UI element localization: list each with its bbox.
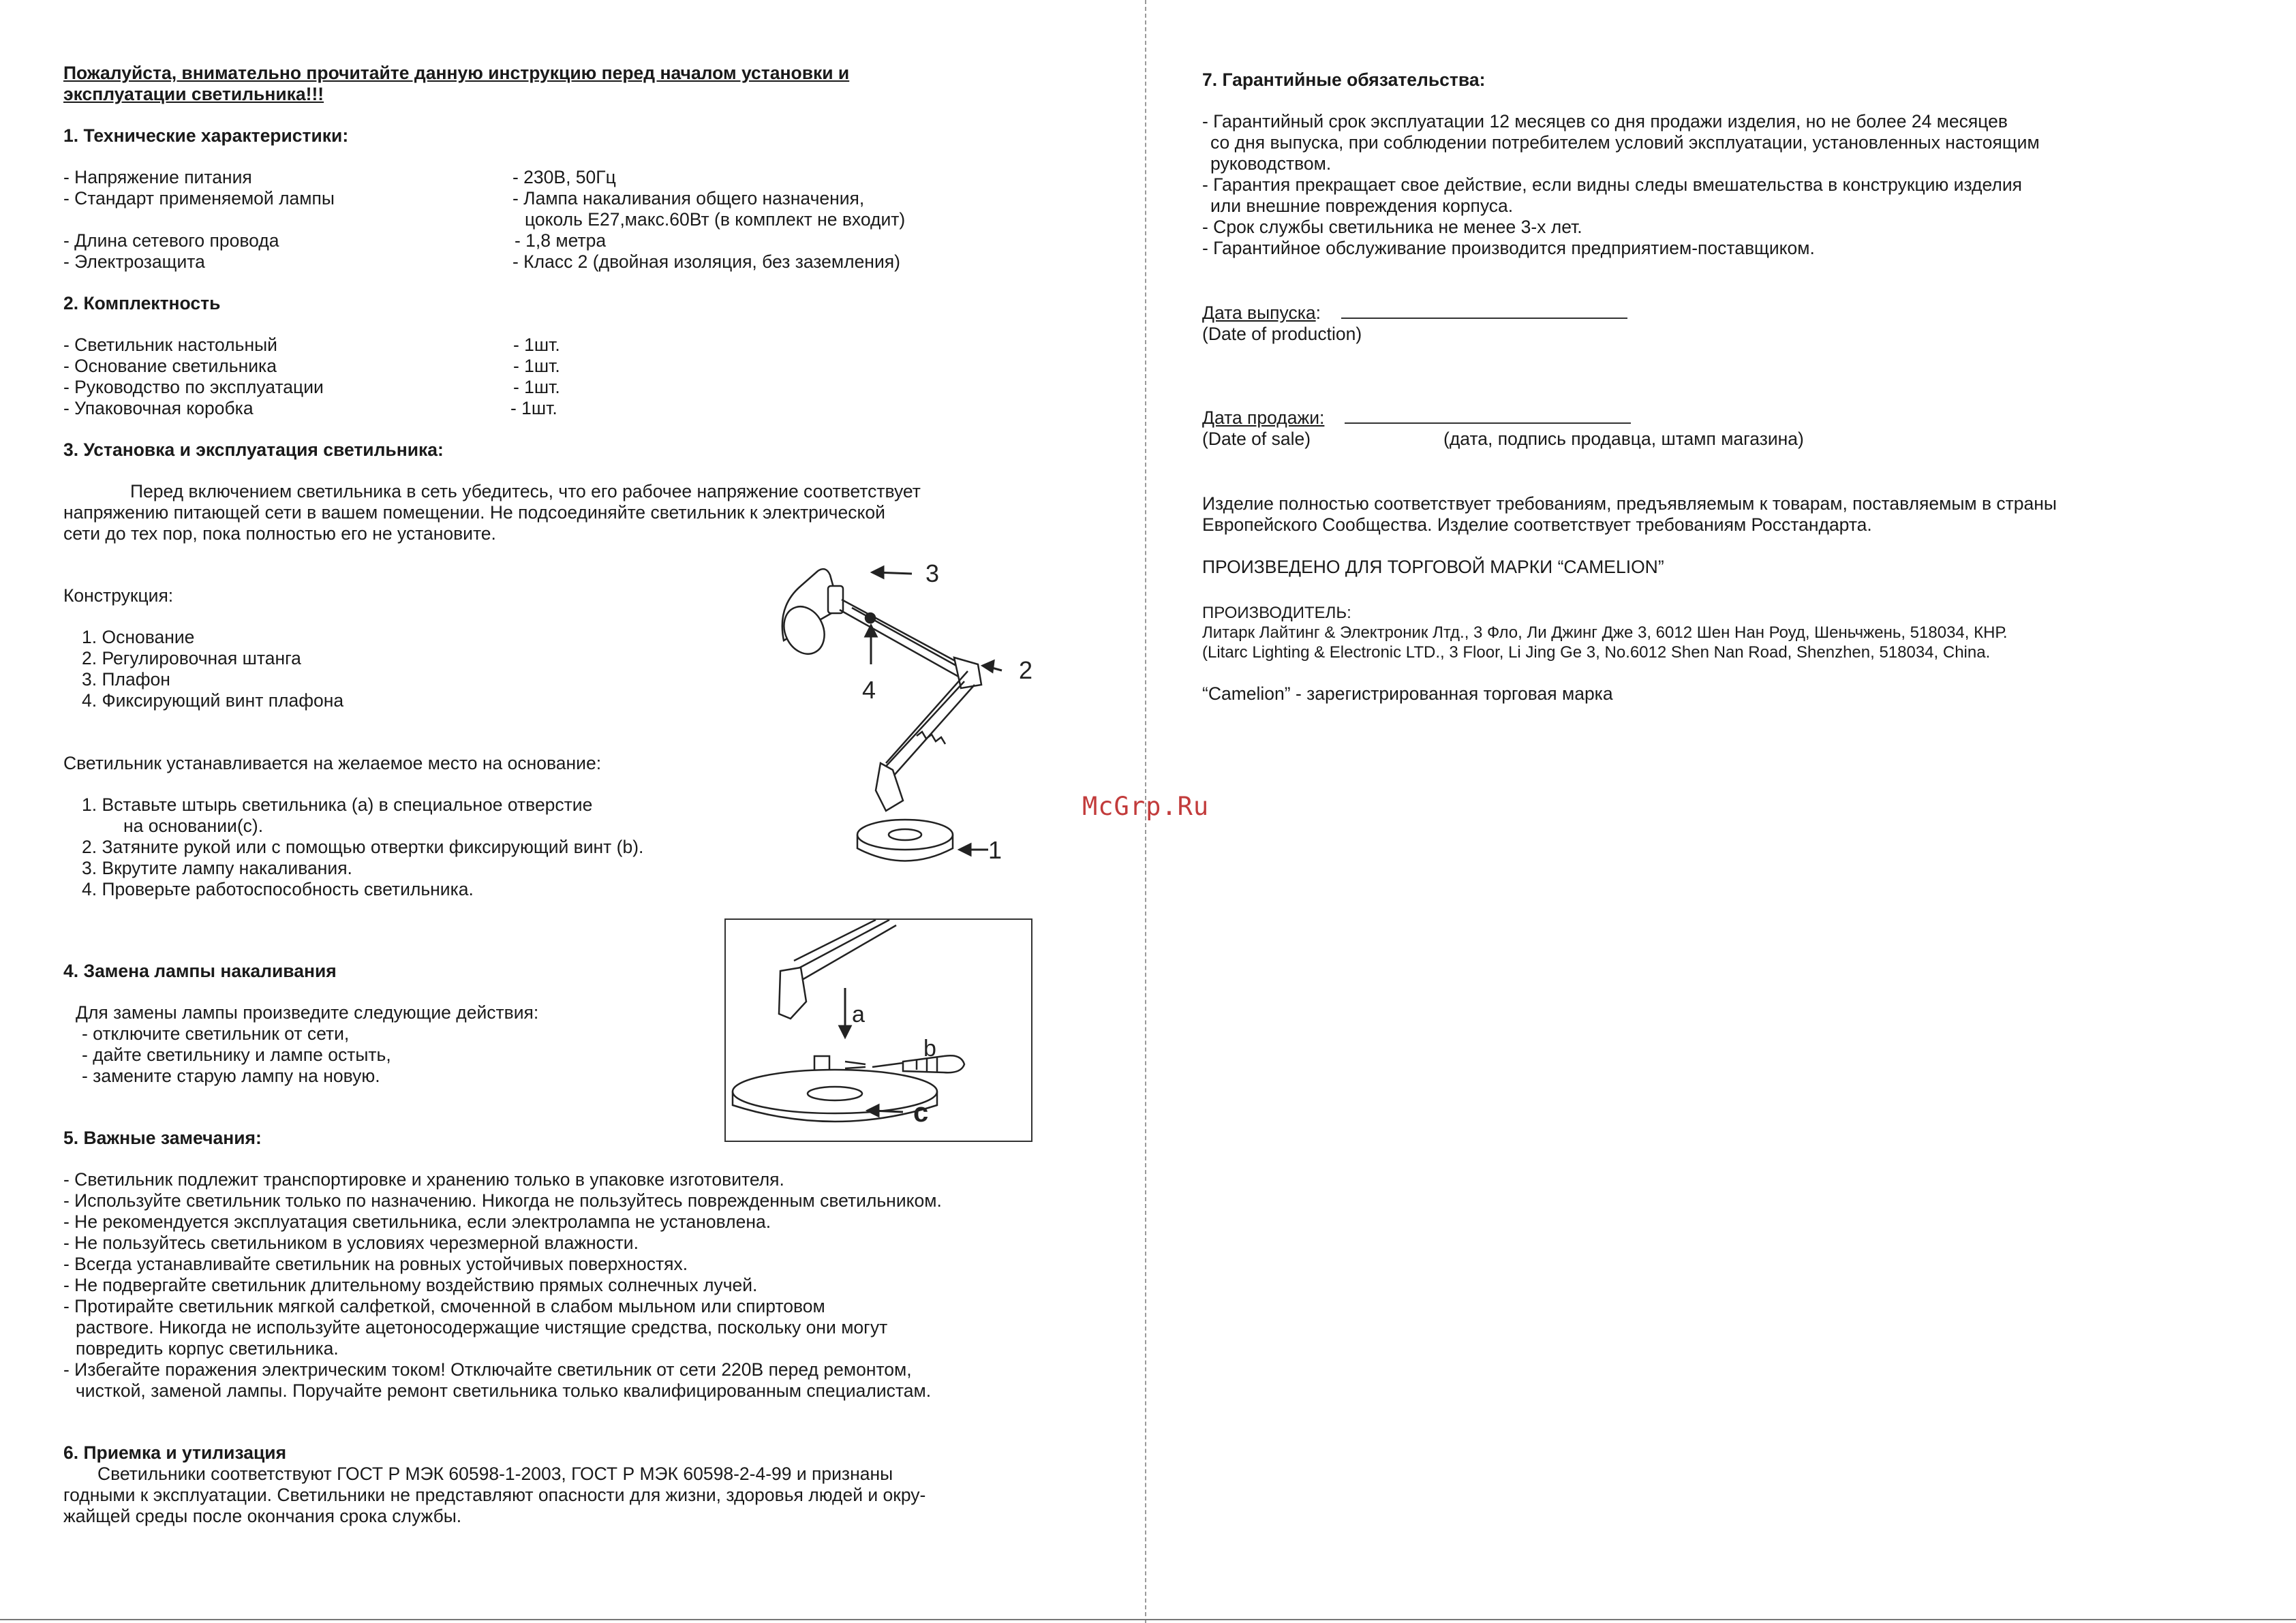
section-6-line: годными к эксплуатации. Светильники не представляют опасности для жизни, здоровья людей и окру- — [63, 1485, 926, 1505]
spec-value: - Лампа накаливания общего назначения, — [512, 188, 865, 208]
list-item: 2. Затяните рукой или с помощью отвертки фиксирующий винт (b). — [82, 837, 644, 857]
list-item: 2. Регулировочная штанга — [82, 648, 301, 668]
lamp-construction-figure — [763, 545, 1063, 872]
callout-label: 1 — [988, 836, 1002, 864]
brand-line: ПРОИЗВЕДЕНО ДЛЯ ТОРГОВОЙ МАРКИ “CAMELION” — [1202, 557, 1664, 577]
list-item: - Светильник подлежит транспортировке и хранению только в упаковке изготовителя. — [63, 1169, 784, 1190]
conformity-line: Изделие полностью соответствует требованиям, предъявляемым к товарам, поставляемым в страны — [1202, 493, 2057, 514]
section-2-title: 2. Комплектность — [63, 293, 221, 313]
section-6-line: Светильники соответствуют ГОСТ Р МЭК 60598-1-2003, ГОСТ Р МЭК 60598-2-4-99 и признаны — [97, 1464, 893, 1484]
sale-date-field[interactable] — [1345, 407, 1631, 424]
production-date-colon: : — [1315, 303, 1321, 323]
list-item: 4. Фиксирующий винт плафона — [82, 690, 344, 711]
intro-warning-line-2: эксплуатации светильника!!! — [63, 84, 324, 104]
section-1-title: 1. Технические характеристики: — [63, 125, 349, 146]
manufacturer-label: ПРОИЗВОДИТЕЛЬ: — [1202, 604, 1351, 622]
section-6-line: жайщей среды после окончания срока службы. — [63, 1506, 462, 1526]
list-item: 3. Плафон — [82, 669, 170, 690]
list-item: 4. Проверьте работоспособность светильника. — [82, 879, 474, 899]
section-4-line: - замените старую лампу на новую. — [82, 1066, 380, 1086]
sale-date-note: (дата, подпись продавца, штамп магазина) — [1443, 429, 1804, 449]
spec-label: - Длина сетевого провода — [63, 230, 279, 251]
section-4-line: Для замены лампы произведите следующие действия: — [76, 1002, 539, 1023]
mount-label: Светильник устанавливается на желаемое место на основание: — [63, 753, 602, 773]
list-item: руководством. — [1210, 153, 1332, 174]
conformity-line: Европейского Сообщества. Изделие соответствует требованиям Росстандарта. — [1202, 514, 1872, 535]
kit-value: - 1шт. — [513, 356, 560, 376]
kit-label: - Упаковочная коробка — [63, 398, 254, 418]
spec-value: - 230В, 50Гц — [512, 167, 616, 187]
list-item: 3. Вкрутите лампу накаливания. — [82, 858, 352, 878]
kit-value: - 1шт. — [513, 377, 560, 397]
watermark: McGrp.Ru — [1082, 792, 1210, 821]
list-item: - Не подвергайте светильник длительному воздействию прямых солнечных лучей. — [63, 1275, 758, 1295]
kit-label: - Светильник настольный — [63, 335, 277, 355]
list-item: повредить корпус светильника. — [76, 1338, 339, 1359]
callout-label: 4 — [862, 676, 876, 704]
production-date-field[interactable] — [1341, 303, 1627, 319]
section-6-title: 6. Приемка и утилизация — [63, 1442, 287, 1463]
callout-label: 2 — [1019, 656, 1033, 684]
sale-date-en: (Date of sale) — [1202, 429, 1311, 449]
adjusting-arm — [840, 600, 968, 678]
list-item: - Гарантийное обслуживание производится предприятием-поставщиком. — [1202, 238, 1815, 258]
section-5-title: 5. Важные замечания: — [63, 1128, 262, 1148]
kit-label: - Руководство по эксплуатации — [63, 377, 324, 397]
spec-label: - Стандарт применяемой лампы — [63, 188, 335, 208]
list-item: 1. Основание — [82, 627, 195, 647]
production-date-row — [1202, 303, 1627, 324]
section-3-para-line: сети до тех пор, пока полностью его не установите. — [63, 523, 496, 544]
list-item: - Не пользуйтесь светильником в условиях черезмерной влажности. — [63, 1233, 639, 1253]
sale-date-label: Дата продажи: — [1202, 407, 1325, 428]
kit-label: - Основание светильника — [63, 356, 277, 376]
lamp-base — [857, 820, 953, 850]
list-item: со дня выпуска, при соблюдении потребителем условий эксплуатации, установленных настоящим — [1210, 132, 2040, 153]
assembly-figure — [726, 920, 1031, 1141]
list-item: раствore. Никогда не используйте ацетоносодержащие чистящие средства, поскольку они могут — [76, 1317, 888, 1338]
section-3-para-line: напряжению питающей сети в вашем помещении. Не подсоединяйте светильник к электрической — [63, 502, 885, 523]
callout-label: b — [923, 1036, 936, 1062]
list-item: чисткой, заменой лампы. Поручайте ремонт светильника только квалифицированным специалистам. — [76, 1380, 932, 1401]
section-4-line: - дайте светильнику и лампе остыть, — [82, 1045, 391, 1065]
list-item: - Гарантийный срок эксплуатации 12 месяцев со дня продажи изделия, но не более 24 месяцев — [1202, 111, 2008, 132]
production-date-en: (Date of production) — [1202, 324, 1362, 344]
list-item: 1. Вставьте штырь светильника (a) в специальное отверстие — [82, 794, 593, 815]
callout-label: c — [913, 1098, 929, 1128]
list-item: - Не рекомендуется эксплуатация светильника, если электролампа не установлена. — [63, 1211, 771, 1232]
sale-date-row — [1202, 407, 1631, 429]
bottom-rule — [0, 1619, 2296, 1620]
manufacturer-line: (Litarc Lighting & Electronic LTD., 3 Floor, Li Jing Ge 3, No.6012 Shen Nan Road, Shenzhen, 518034, China. — [1202, 643, 1991, 662]
list-item: - Гарантия прекращает свое действие, если видны следы вмешательства в конструкцию изделия — [1202, 174, 2022, 195]
kit-value: - 1шт. — [513, 335, 560, 355]
list-item: - Используйте светильник только по назначению. Никогда не пользуйтесь поврежденным светильником. — [63, 1190, 942, 1211]
section-3-title: 3. Установка и эксплуатация светильника: — [63, 439, 444, 460]
construction-label: Конструкция: — [63, 585, 174, 606]
callout-label: a — [852, 1002, 865, 1027]
section-3-para-line: Перед включением светильника в сеть убедитесь, что его рабочее напряжение соответствует — [130, 481, 921, 501]
spec-label: - Напряжение питания — [63, 167, 252, 187]
section-7-title: 7. Гарантийные обязательства: — [1202, 69, 1486, 90]
list-item: или внешние повреждения корпуса. — [1210, 196, 1514, 216]
manufacturer-line: Литарк Лайтинг & Электроник Лтд., 3 Фло, Ли Джинг Дже 3, 6012 Шен Нан Роуд, Шеньчжень, 518034, КНР. — [1202, 623, 2008, 642]
spec-value: - 1,8 метра — [515, 230, 607, 251]
list-item: - Срок службы светильника не менее 3-х лет. — [1202, 217, 1582, 237]
list-item: - Избегайте поражения электрическим током! Отключайте светильник от сети 220В перед ремонтом, — [63, 1359, 912, 1380]
trademark-line: “Camelion” - зарегистрированная торговая марка — [1202, 683, 1613, 704]
spec-value: цоколь Е27,макс.60Вт (в комплект не входит) — [525, 209, 906, 230]
section-4-title: 4. Замена лампы накаливания — [63, 961, 337, 981]
list-item: - Всегда устанавливайте светильник на ровных устойчивых поверхностях. — [63, 1254, 688, 1274]
list-item: - Протирайте светильник мягкой салфеткой, смоченной в слабом мыльном или спиртовом — [63, 1296, 825, 1316]
intro-warning-line-1: Пожалуйста, внимательно прочитайте данную инструкцию перед началом установки и — [63, 63, 850, 83]
list-item: на основании(c). — [123, 816, 264, 836]
section-4-line: - отключите светильник от сети, — [82, 1023, 350, 1044]
callout-label: 3 — [925, 559, 940, 587]
assembly-figure-frame — [724, 918, 1032, 1142]
production-date-label: Дата выпуска — [1202, 303, 1316, 323]
kit-value: - 1шт. — [510, 398, 557, 418]
spec-label: - Электрозащита — [63, 251, 205, 272]
spec-value: - Класс 2 (двойная изоляция, без заземления) — [512, 251, 900, 272]
